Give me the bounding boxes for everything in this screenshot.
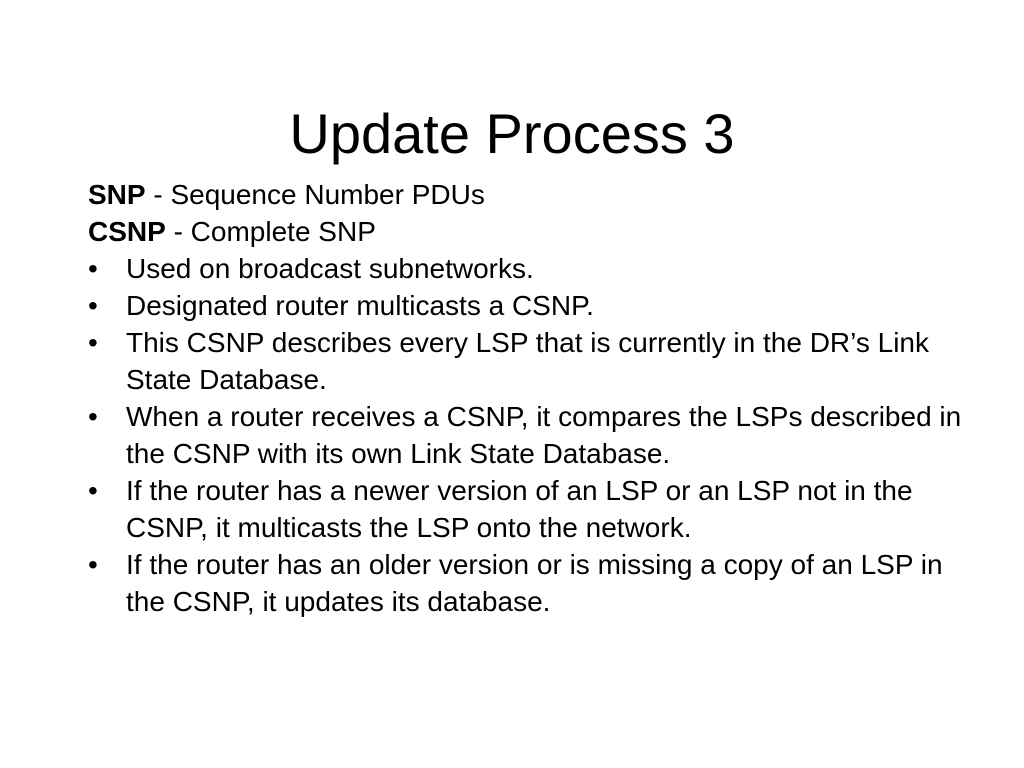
definition-term: CSNP: [88, 216, 166, 247]
bullet-item: [88, 398, 968, 472]
bullet-item: [88, 546, 968, 620]
bullet-text: If the router has an older version or is missing a copy of an LSP in the CSNP, it updates its database.: [126, 549, 943, 617]
definition-text: - Sequence Number PDUs: [145, 179, 485, 210]
bullet-text: If the router has a newer version of an LSP or an LSP not in the CSNP, it multicasts the LSP onto the network.: [126, 475, 913, 543]
slide-content: [88, 176, 968, 620]
definition-text: - Complete SNP: [165, 216, 376, 247]
bullet-item: [88, 287, 968, 324]
bullet-icon: •: [88, 475, 98, 506]
bullet-text: Used on broadcast subnetworks.: [126, 253, 534, 284]
bullet-item: [88, 250, 968, 287]
bullet-item: [88, 472, 968, 546]
bullet-list: [88, 250, 968, 620]
definition-term: SNP: [88, 179, 146, 210]
bullet-icon: •: [88, 401, 98, 432]
bullet-text: Designated router multicasts a CSNP.: [126, 290, 594, 321]
bullet-icon: •: [88, 327, 98, 358]
bullet-text: When a router receives a CSNP, it compares the LSPs described in the CSNP with its own Link State Database.: [126, 401, 962, 469]
bullet-item: [88, 324, 968, 398]
bullet-icon: •: [88, 290, 98, 321]
bullet-icon: •: [88, 549, 98, 580]
slide-title: Update Process 3: [289, 102, 735, 165]
definition-snp: [88, 176, 968, 213]
bullet-icon: •: [88, 253, 98, 284]
definition-csnp: [88, 213, 968, 250]
bullet-text: This CSNP describes every LSP that is currently in the DR’s Link State Database.: [126, 327, 930, 395]
